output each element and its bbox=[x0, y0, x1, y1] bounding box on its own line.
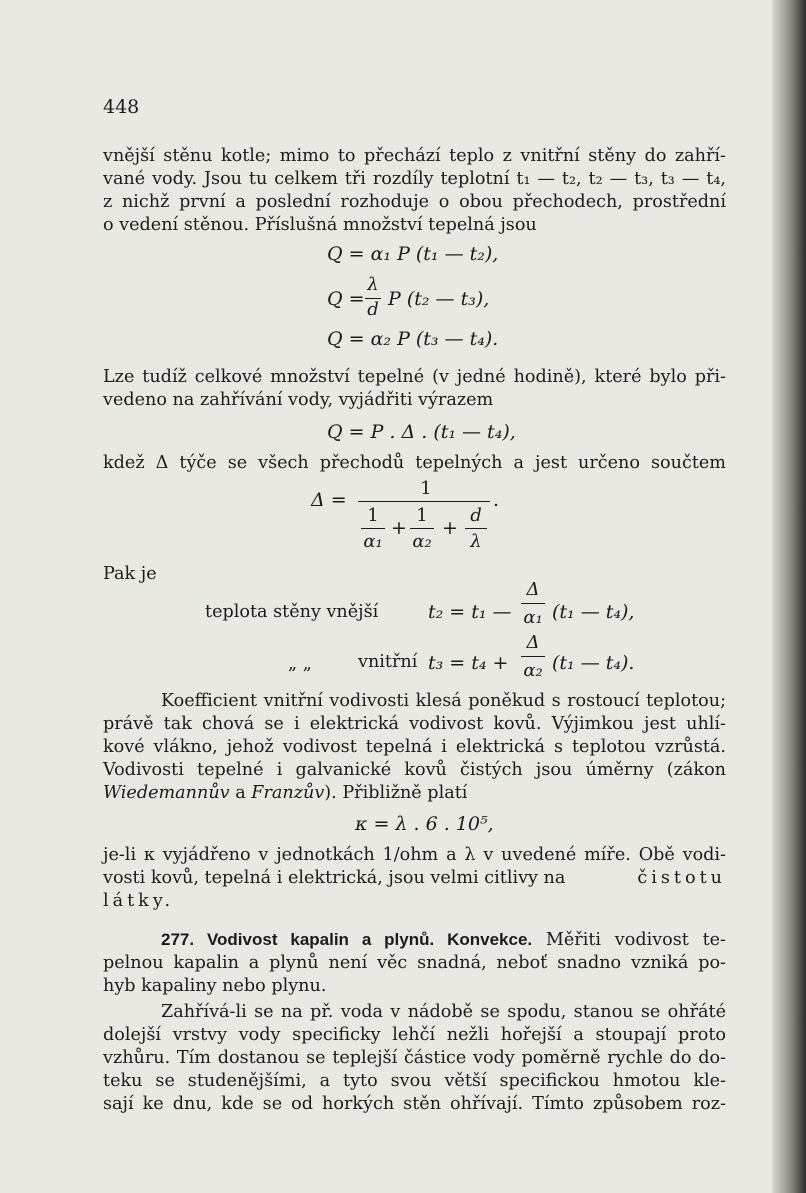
inner-denominator: α₂ bbox=[523, 660, 543, 681]
equation-4: Q = P . Δ . (t₁ — t₄), bbox=[327, 421, 516, 443]
text-line: Zahřívá-li se na př. voda v nádobě se spodu, stanou se ohřáté bbox=[161, 1002, 726, 1022]
outer-lhs: t₂ = t₁ — bbox=[428, 601, 512, 623]
text-line bbox=[103, 867, 726, 889]
frac3-den: λ bbox=[470, 531, 482, 552]
plus-sign: + bbox=[442, 517, 458, 539]
equation-2-numerator: λ bbox=[367, 274, 379, 295]
text-line: Vodivosti tepelné i galvanické kovů čistých jsou úměrny (zákon bbox=[103, 760, 726, 780]
text-line: vedeno na zahřívání vody, vyjádřiti výrazem bbox=[103, 390, 494, 410]
equation-5-lhs: Δ = bbox=[311, 489, 347, 511]
emphasis-latky: látky. bbox=[103, 891, 175, 911]
outer-rhs: (t₁ — t₄), bbox=[552, 601, 635, 623]
equation-5-end: . bbox=[493, 489, 500, 511]
equation-5-numerator: 1 bbox=[420, 478, 432, 499]
text-line: vané vody. Jsou tu celkem tři rozdíly teplotní t₁ — t₂, t₂ — t₃, t₃ — t₄, bbox=[103, 169, 726, 189]
outer-label: teplota stěny vnější bbox=[205, 602, 379, 622]
frac1-num: 1 bbox=[367, 505, 379, 526]
text-line: právě tak chová se i elektrická vodivost kovů. Výjimkou jest uhlí- bbox=[103, 714, 726, 734]
equation-1: Q = α₁ P (t₁ — t₂), bbox=[327, 243, 499, 265]
fraction-bar bbox=[410, 528, 434, 529]
emphasis-cistotu: čistotu bbox=[637, 868, 726, 888]
frac1-den: α₁ bbox=[363, 531, 383, 552]
text-line: teku se studenějšími, a tyto svou větší specifickou hmotou kle- bbox=[103, 1071, 726, 1091]
inner-numerator: Δ bbox=[526, 632, 540, 653]
equation-2-rhs: P (t₂ — t₃), bbox=[388, 288, 490, 310]
page-edge-shadow bbox=[772, 0, 806, 1193]
equation-2-lhs: Q = bbox=[327, 288, 365, 310]
wiedemann-name: Wiedemannův bbox=[103, 783, 230, 803]
fraction-bar bbox=[358, 501, 490, 502]
law-tail: ). Přibližně platí bbox=[324, 783, 468, 803]
fraction-bar bbox=[521, 603, 545, 604]
page-number: 448 bbox=[103, 96, 140, 118]
ditto-marks: „ „ bbox=[288, 654, 312, 674]
kappa-line-text: vosti kovů, tepelná i elektrická, jsou velmi citlivy na bbox=[103, 868, 566, 888]
text-line: kdež Δ týče se všech přechodů tepelných a jest určeno součtem bbox=[103, 453, 726, 473]
text-line: kové vlákno, jehož vodivost tepelná i elektrická s teplotou vzrůstá. bbox=[103, 737, 726, 757]
text-line: vzhůru. Tím dostanou se teplejší částice vody poměrně rychle do do- bbox=[103, 1048, 726, 1068]
frac2-den: α₂ bbox=[412, 531, 432, 552]
text-line: o vedení stěnou. Příslušná množství tepelná jsou bbox=[103, 215, 537, 235]
text-line: z nichž první a poslední rozhoduje o obou přechodech, prostřední bbox=[103, 192, 726, 212]
text-line: sají ke dnu, kde se od horkých stěn ohřívají. Tímto způsobem roz- bbox=[103, 1094, 726, 1114]
equation-6: κ = λ . 6 . 10⁵, bbox=[355, 813, 494, 835]
section-title: 277. Vodivost kapalin a plynů. Konvekce. bbox=[161, 930, 533, 949]
conjunction: a bbox=[235, 783, 246, 803]
outer-numerator: Δ bbox=[526, 579, 540, 600]
text-line: Koefficient vnitřní vodivosti klesá poněkud s rostoucí teplotou; bbox=[161, 691, 726, 711]
fraction-bar bbox=[465, 528, 487, 529]
frac2-num: 1 bbox=[416, 505, 428, 526]
franz-name: Franzův bbox=[251, 783, 325, 803]
frac3-num: d bbox=[470, 505, 482, 526]
text-line: vnější stěnu kotle; mimo to přechází teplo z vnitřní stěny do zahří- bbox=[103, 146, 726, 166]
inner-label: vnitřní bbox=[358, 652, 418, 672]
inner-lhs: t₃ = t₄ + bbox=[428, 652, 509, 674]
text-line: je-li κ vyjádřeno v jednotkách 1/ohm a λ v uvedené míře. Obě vodi- bbox=[103, 845, 726, 865]
fraction-bar bbox=[521, 656, 545, 657]
section-text: Měřiti vodivost te- bbox=[545, 930, 727, 950]
text-line: hyb kapaliny nebo plynu. bbox=[103, 976, 327, 996]
plus-sign: + bbox=[391, 517, 407, 539]
outer-denominator: α₁ bbox=[523, 607, 543, 628]
text-line: pelnou kapalin a plynů není věc snadná, neboť snadno vzniká po- bbox=[103, 953, 726, 973]
fraction-bar bbox=[361, 528, 385, 529]
inner-rhs: (t₁ — t₄). bbox=[552, 652, 635, 674]
equation-2-denominator: d bbox=[367, 299, 379, 320]
text-line: Lze tudíž celkové množství tepelné (v jedné hodině), které bylo při- bbox=[103, 367, 726, 387]
equation-3: Q = α₂ P (t₃ — t₄). bbox=[327, 328, 499, 350]
text-line-law bbox=[103, 782, 726, 804]
section-heading-line bbox=[161, 929, 726, 951]
text-line: dolejší vrstvy vody specificky lehčí nežli hořejší a stoupají proto bbox=[103, 1025, 726, 1045]
text-line: Pak je bbox=[103, 564, 157, 584]
